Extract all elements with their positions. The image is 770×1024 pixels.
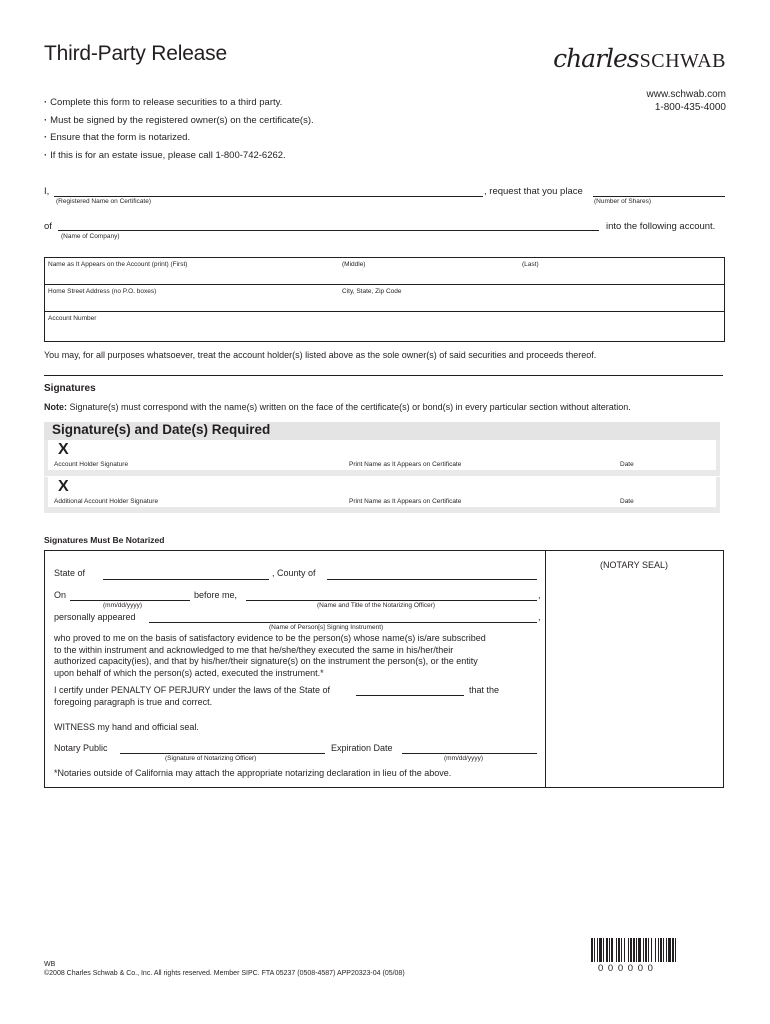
page-title: Third-Party Release	[44, 42, 227, 65]
logo-caps: SCHWAB	[639, 50, 726, 72]
certify-text: I certify under PENALTY OF PERJURY under the laws of the State of	[54, 685, 330, 695]
company-caption: (Name of Company)	[61, 233, 120, 240]
instruction-item: · Complete this form to release securities to a third party.	[44, 97, 283, 108]
notary-box	[44, 550, 724, 788]
account-info-box	[44, 257, 725, 342]
signature-row-2	[44, 477, 720, 513]
into-account-text: into the following account.	[606, 221, 716, 232]
signatures-note: Note: Signature(s) must correspond with the name(s) written on the face of the certificate(s) or bond(s) in every particular section without alteration.	[44, 402, 631, 412]
date-field[interactable]: Date	[620, 461, 634, 468]
notary-signature-field[interactable]	[120, 753, 325, 754]
exp-date-caption: (mm/dd/yyyy)	[444, 755, 483, 762]
registered-name-caption: (Registered Name on Certificate)	[56, 198, 152, 205]
instruction-item: · Must be signed by the registered owner(s) on the certificate(s).	[44, 114, 314, 126]
number-of-shares-field[interactable]	[593, 196, 725, 197]
officer-caption: (Name and Title of the Notarizing Officer)	[317, 602, 436, 609]
i-label: I,	[44, 186, 50, 197]
city-state-zip-field[interactable]: City, State, Zip Code	[342, 288, 402, 295]
phone-number: 1-800-435-4000	[654, 102, 726, 113]
contact-info	[647, 88, 726, 114]
personally-appeared-label: personally appeared	[54, 612, 136, 622]
account-number-field[interactable]: Account Number	[48, 315, 97, 322]
date-field[interactable]: Date	[620, 498, 634, 505]
company-name-field[interactable]	[58, 230, 599, 231]
account-name-last-field[interactable]: (Last)	[522, 261, 539, 268]
that-the-text: that the	[469, 685, 500, 695]
date-format-caption: (mm/dd/yyyy)	[103, 602, 142, 609]
print-name-field[interactable]: Print Name as It Appears on Certificate	[349, 498, 462, 505]
additional-holder-signature-field[interactable]: Additional Account Holder Signature	[54, 498, 159, 505]
of-label: of	[44, 221, 52, 232]
witness-text: WITNESS my hand and official seal.	[54, 722, 199, 732]
state-field[interactable]	[103, 579, 269, 580]
instruction-list	[44, 97, 314, 167]
notarized-heading: Signatures Must Be Notarized	[44, 535, 165, 545]
before-me-label: before me,	[194, 590, 238, 600]
notary-footnote: *Notaries outside of California may attach the appropriate notarizing declaration in lieu of the above.	[54, 768, 452, 778]
barcode-number: 0 0 0 0 0 0	[598, 963, 654, 974]
signatures-required-heading: Signature(s) and Date(s) Required	[52, 422, 271, 437]
on-label: On	[54, 590, 67, 600]
footer-code: WB	[44, 961, 56, 968]
comma-mark: ,	[538, 612, 541, 622]
notary-paragraph: who proved to me on the basis of satisfactory evidence to be the person(s) whose name(s) is/are subscribed to the within instrument and acknowledged to me that he/she/they executed the same in his/her/their authorized capacity(ies), and that by his/her/their signature(s) on the instrument the person(s), or the entity upon behalf of which the person(s) acted, executed the instrument.*	[54, 633, 486, 678]
website-link[interactable]: www.schwab.com	[646, 89, 726, 100]
schwab-logo	[553, 44, 726, 73]
county-of-label: , County of	[272, 568, 316, 578]
shares-caption: (Number of Shares)	[594, 198, 652, 205]
certify-state-field[interactable]	[356, 695, 464, 696]
logo-script: charles	[553, 44, 639, 73]
registered-name-field[interactable]	[54, 196, 483, 197]
notary-date-field[interactable]	[70, 600, 190, 601]
account-name-middle-field[interactable]: (Middle)	[342, 261, 366, 268]
persons-caption: (Name of Person[s] Signing Instrument)	[269, 624, 384, 631]
notarizing-officer-field[interactable]	[246, 600, 537, 601]
persons-signing-field[interactable]	[149, 622, 537, 623]
signature-x-mark: X	[58, 441, 69, 458]
signatures-heading: Signatures	[44, 383, 96, 394]
copyright-text: ©2008 Charles Schwab & Co., Inc. All rights reserved. Member SIPC. FTA 05237 (0508-4587) APP20323-04 (05/08)	[44, 970, 405, 977]
signatures-required-header	[44, 422, 720, 440]
sig-officer-caption: (Signature of Notarizing Officer)	[165, 755, 257, 762]
home-address-field[interactable]: Home Street Address (no P.O. boxes)	[48, 288, 157, 295]
print-name-field[interactable]: Print Name as It Appears on Certificate	[349, 461, 462, 468]
account-holder-signature-field[interactable]: Account Holder Signature	[54, 461, 129, 468]
instruction-item: · Ensure that the form is notarized.	[44, 132, 191, 143]
account-name-first-field[interactable]: Name as It Appears on the Account (print) (First)	[48, 261, 188, 268]
notary-public-label: Notary Public	[54, 743, 108, 753]
state-of-label: State of	[54, 568, 86, 578]
owner-statement: You may, for all purposes whatsoever, treat the account holder(s) listed above as the sole owner(s) of said securities and proceeds thereof.	[44, 350, 597, 360]
barcode	[591, 938, 707, 962]
notary-seal-label: (NOTARY SEAL)	[600, 560, 669, 570]
request-text: , request that you place	[484, 186, 583, 197]
signature-row-1	[44, 440, 720, 476]
county-field[interactable]	[327, 579, 537, 580]
instruction-item: · If this is for an estate issue, please call 1-800-742-6262.	[44, 149, 286, 161]
section-divider	[44, 375, 723, 376]
expiration-date-field[interactable]	[402, 753, 537, 754]
signature-x-mark: X	[58, 478, 69, 495]
expiration-date-label: Expiration Date	[331, 743, 393, 753]
certify-text-2: foregoing paragraph is true and correct.	[54, 697, 213, 707]
comma-mark: ,	[538, 590, 541, 600]
